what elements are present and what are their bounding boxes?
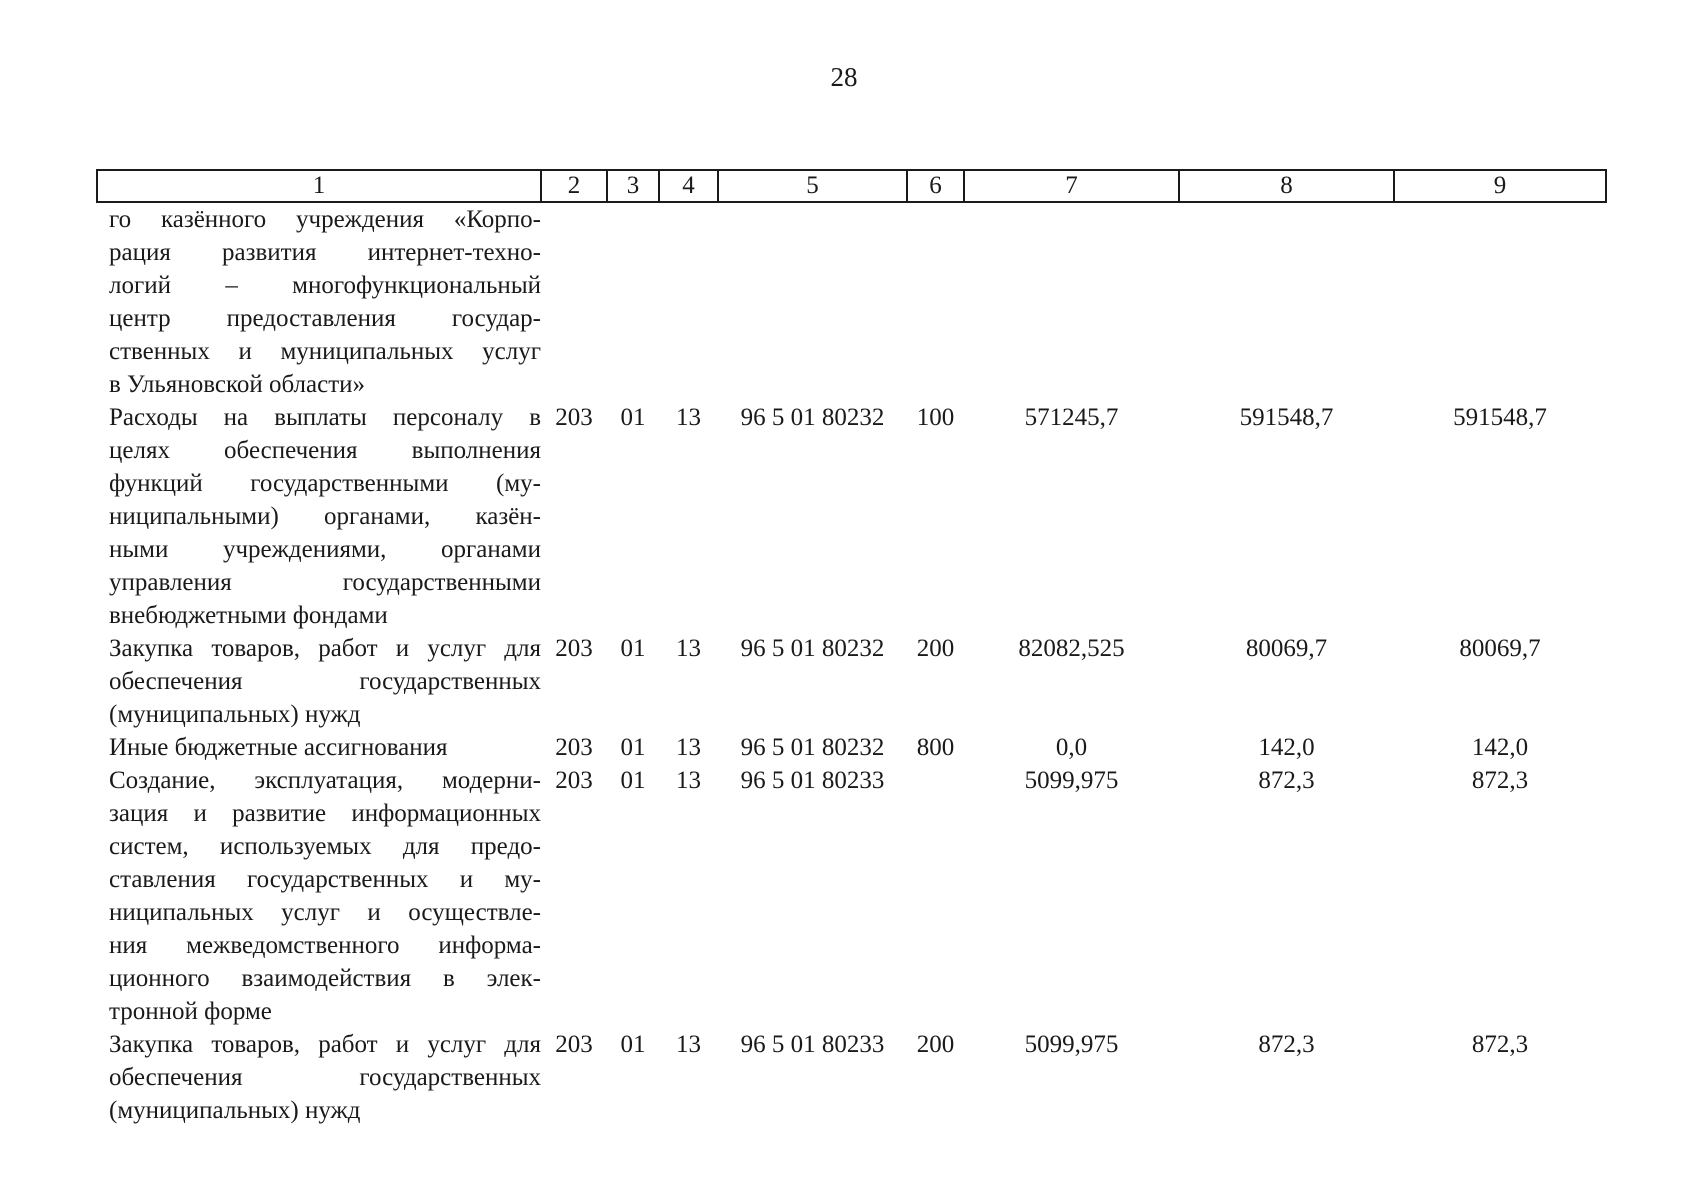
- row-name-line: (муниципальных) нужд: [109, 1097, 361, 1124]
- section-code-cell: [607, 202, 659, 401]
- table-row: [97, 1028, 1606, 1127]
- table-row: [97, 202, 1606, 401]
- budget-table: [96, 169, 1607, 1127]
- table-row: [97, 632, 1606, 731]
- row-name-line: рация развития интернет-техно-: [109, 239, 541, 266]
- row-name-line: Закупка товаров, работ и услуг для: [109, 1031, 541, 1058]
- column-header: 3: [607, 170, 659, 202]
- row-name-cell: [97, 401, 541, 632]
- column-header: 2: [541, 170, 607, 202]
- row-name-line: обеспечения государственных: [109, 1064, 541, 1091]
- expense-type-cell: 800: [916, 734, 955, 761]
- column-header: 1: [97, 170, 541, 202]
- section-code-cell: 01: [620, 734, 646, 761]
- column-header: 5: [718, 170, 907, 202]
- expense-type-cell: [907, 764, 964, 1028]
- amount-year3-cell: 142,0: [1471, 734, 1529, 761]
- section-code-cell: 01: [620, 767, 646, 794]
- ministry-code-cell: 203: [555, 767, 593, 794]
- row-name-line: Создание, эксплуатация, модерни-: [109, 767, 541, 794]
- subsection-code-cell: 13: [676, 404, 701, 431]
- table-row: [97, 764, 1606, 1028]
- amount-year1-cell: 5099,975: [1024, 767, 1119, 794]
- section-code-cell: 01: [620, 404, 646, 431]
- column-header: 9: [1394, 170, 1606, 202]
- row-name-line: функций государственными (му-: [109, 470, 541, 497]
- amount-year1-cell: [964, 202, 1179, 401]
- row-name-line: ния межведомственного информа-: [109, 932, 541, 959]
- row-name-line: центр предоставления государ-: [109, 305, 541, 332]
- row-name-line: ниципальных услуг и осуществле-: [109, 899, 541, 926]
- row-name-line: логий – многофункциональный: [109, 272, 541, 299]
- target-item-cell: 96 5 01 80232: [740, 404, 885, 431]
- row-name-line: зация и развитие информационных: [109, 800, 541, 827]
- target-item-cell: [718, 202, 907, 401]
- subsection-code-cell: 13: [676, 734, 701, 761]
- row-name-line: целях обеспечения выполнения: [109, 437, 541, 464]
- amount-year3-cell: 591548,7: [1453, 404, 1547, 431]
- row-name-line: управления государственными: [109, 569, 541, 596]
- row-name-line: ными учреждениями, органами: [109, 536, 541, 563]
- column-header: 7: [964, 170, 1179, 202]
- amount-year1-cell: 0,0: [1055, 734, 1088, 761]
- column-header: 8: [1179, 170, 1394, 202]
- amount-year3-cell: [1394, 202, 1606, 401]
- target-item-cell: 96 5 01 80232: [740, 635, 885, 662]
- row-name-line: ционного взаимодействия в элек-: [109, 965, 541, 992]
- row-name-line: обеспечения государственных: [109, 668, 541, 695]
- row-name-line: тронной форме: [109, 998, 272, 1025]
- row-name-cell: [97, 731, 541, 764]
- row-name-line: го казённого учреждения «Корпо-: [109, 206, 541, 233]
- subsection-code-cell: [659, 202, 718, 401]
- row-name-line: (муниципальных) нужд: [109, 701, 361, 728]
- row-name-cell: [97, 764, 541, 1028]
- row-name-line: в Ульяновской области»: [109, 371, 366, 398]
- row-name-cell: [97, 632, 541, 731]
- subsection-code-cell: 13: [676, 1031, 701, 1058]
- expense-type-cell: [907, 202, 964, 401]
- section-code-cell: 01: [620, 635, 646, 662]
- row-name-line: внебюджетными фондами: [109, 602, 388, 629]
- row-name-line: систем, используемых для предо-: [109, 833, 541, 860]
- amount-year2-cell: 872,3: [1258, 767, 1315, 794]
- section-code-cell: 01: [620, 1031, 646, 1058]
- row-name-line: ниципальными) органами, казён-: [109, 503, 541, 530]
- amount-year2-cell: 80069,7: [1245, 635, 1328, 662]
- amount-year2-cell: [1179, 202, 1394, 401]
- expense-type-cell: 200: [916, 1031, 955, 1058]
- amount-year3-cell: 872,3: [1471, 767, 1529, 794]
- amount-year2-cell: 142,0: [1258, 734, 1315, 761]
- amount-year1-cell: 571245,7: [1024, 404, 1119, 431]
- table-row: [97, 731, 1606, 764]
- row-name-line: ственных и муниципальных услуг: [109, 338, 541, 365]
- table-header: [97, 170, 1606, 202]
- subsection-code-cell: 13: [676, 635, 701, 662]
- amount-year1-cell: 5099,975: [1024, 1031, 1119, 1058]
- column-header: 4: [659, 170, 718, 202]
- row-name-line: Иные бюджетные ассигнования: [109, 734, 448, 761]
- ministry-code-cell: 203: [555, 404, 593, 431]
- ministry-code-cell: 203: [555, 734, 593, 761]
- amount-year2-cell: 591548,7: [1239, 404, 1334, 431]
- row-name-cell: [97, 1028, 541, 1127]
- table-row: [97, 401, 1606, 632]
- table-body: [97, 202, 1606, 1127]
- target-item-cell: 96 5 01 80233: [740, 767, 885, 794]
- column-header: 6: [907, 170, 964, 202]
- row-name-line: Закупка товаров, работ и услуг для: [109, 635, 541, 662]
- row-name-cell: [97, 202, 541, 401]
- target-item-cell: 96 5 01 80232: [740, 734, 885, 761]
- ministry-code-cell: 203: [555, 1031, 593, 1058]
- subsection-code-cell: 13: [676, 767, 701, 794]
- expense-type-cell: 200: [916, 635, 955, 662]
- ministry-code-cell: [541, 202, 607, 401]
- target-item-cell: 96 5 01 80233: [740, 1031, 885, 1058]
- row-name-line: ставления государственных и му-: [109, 866, 541, 893]
- page-number: 28: [830, 62, 858, 92]
- amount-year2-cell: 872,3: [1258, 1031, 1315, 1058]
- expense-type-cell: 100: [916, 404, 955, 431]
- header-row: [97, 170, 1606, 202]
- amount-year3-cell: 80069,7: [1459, 635, 1541, 662]
- row-name-line: Расходы на выплаты персоналу в: [109, 404, 541, 431]
- ministry-code-cell: 203: [555, 635, 593, 662]
- amount-year3-cell: 872,3: [1471, 1031, 1529, 1058]
- amount-year1-cell: 82082,525: [1018, 635, 1125, 662]
